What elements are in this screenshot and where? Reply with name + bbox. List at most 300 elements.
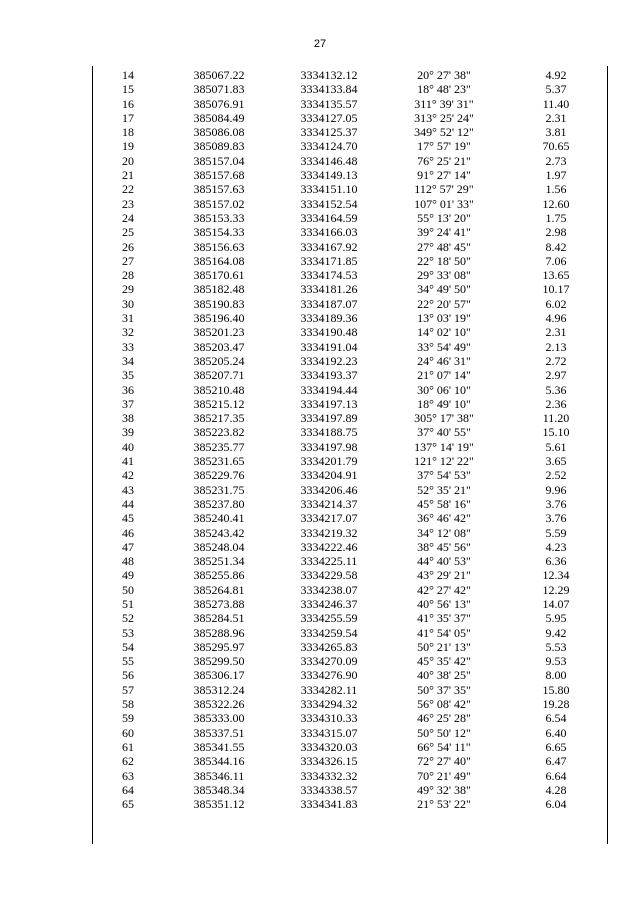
point-number-cell: 33 xyxy=(122,339,134,354)
table-row xyxy=(92,797,608,811)
table-row xyxy=(92,783,608,797)
table-row xyxy=(92,225,608,239)
y-coordinate-cell: 3334294.32 xyxy=(300,697,358,712)
point-number-cell: 46 xyxy=(122,525,134,540)
bearing-cell: 311° 39' 31" xyxy=(414,96,474,111)
point-number-cell: 52 xyxy=(122,611,134,626)
table-row xyxy=(92,397,608,411)
table-row xyxy=(92,111,608,125)
table-row xyxy=(92,683,608,697)
distance-cell: 70.65 xyxy=(542,139,570,154)
distance-cell: 13.65 xyxy=(542,268,570,283)
bearing-cell: 72° 27' 40" xyxy=(417,754,471,769)
distance-cell: 5.95 xyxy=(545,611,567,626)
bearing-cell: 41° 35' 37" xyxy=(417,611,471,626)
table-row xyxy=(92,197,608,211)
y-coordinate-cell: 3334152.54 xyxy=(300,196,358,211)
point-number-cell: 58 xyxy=(122,697,134,712)
y-coordinate-cell: 3334133.84 xyxy=(300,82,358,97)
bearing-cell: 70° 21' 49" xyxy=(417,768,471,783)
bearing-cell: 21° 53' 22" xyxy=(417,797,471,812)
x-coordinate-cell: 385231.65 xyxy=(193,454,245,469)
distance-cell: 2.73 xyxy=(545,153,567,168)
table-row xyxy=(92,97,608,111)
distance-cell: 4.96 xyxy=(545,311,567,326)
bearing-cell: 50° 37' 35" xyxy=(417,682,471,697)
table-row xyxy=(92,182,608,196)
distance-cell: 10.17 xyxy=(542,282,570,297)
x-coordinate-cell: 385255.86 xyxy=(193,568,245,583)
point-number-cell: 25 xyxy=(122,225,134,240)
point-number-cell: 44 xyxy=(122,496,134,511)
y-coordinate-cell: 3334265.83 xyxy=(300,639,358,654)
x-coordinate-cell: 385157.63 xyxy=(193,182,245,197)
distance-cell: 4.28 xyxy=(545,782,567,797)
y-coordinate-cell: 3334127.05 xyxy=(300,110,358,125)
bearing-cell: 18° 49' 10" xyxy=(417,396,471,411)
distance-cell: 5.61 xyxy=(545,439,567,454)
bearing-cell: 305° 17' 38" xyxy=(414,411,474,426)
y-coordinate-cell: 3334149.13 xyxy=(300,168,358,183)
point-number-cell: 61 xyxy=(122,739,134,754)
x-coordinate-cell: 385223.82 xyxy=(193,425,245,440)
bearing-cell: 36° 46' 42" xyxy=(417,511,471,526)
table-row xyxy=(92,82,608,96)
bearing-cell: 52° 35' 21" xyxy=(417,482,471,497)
y-coordinate-cell: 3334255.59 xyxy=(300,611,358,626)
coordinates-table-body xyxy=(92,68,608,811)
x-coordinate-cell: 385156.63 xyxy=(193,239,245,254)
x-coordinate-cell: 385157.02 xyxy=(193,196,245,211)
y-coordinate-cell: 3334193.37 xyxy=(300,368,358,383)
table-row xyxy=(92,769,608,783)
distance-cell: 6.54 xyxy=(545,711,567,726)
point-number-cell: 15 xyxy=(122,82,134,97)
x-coordinate-cell: 385201.23 xyxy=(193,325,245,340)
point-number-cell: 45 xyxy=(122,511,134,526)
point-number-cell: 39 xyxy=(122,425,134,440)
table-row xyxy=(92,254,608,268)
y-coordinate-cell: 3334229.58 xyxy=(300,568,358,583)
y-coordinate-cell: 3334282.11 xyxy=(300,682,358,697)
table-row xyxy=(92,125,608,139)
point-number-cell: 62 xyxy=(122,754,134,769)
point-number-cell: 17 xyxy=(122,110,134,125)
bearing-cell: 56° 08' 42" xyxy=(417,697,471,712)
bearing-cell: 44° 40' 53" xyxy=(417,554,471,569)
y-coordinate-cell: 3334187.07 xyxy=(300,296,358,311)
x-coordinate-cell: 385240.41 xyxy=(193,511,245,526)
distance-cell: 2.13 xyxy=(545,339,567,354)
distance-cell: 3.65 xyxy=(545,454,567,469)
bearing-cell: 34° 49' 50" xyxy=(417,282,471,297)
point-number-cell: 63 xyxy=(122,768,134,783)
x-coordinate-cell: 385229.76 xyxy=(193,468,245,483)
distance-cell: 2.52 xyxy=(545,468,567,483)
distance-cell: 12.34 xyxy=(542,568,570,583)
bearing-cell: 49° 32' 38" xyxy=(417,782,471,797)
x-coordinate-cell: 385284.51 xyxy=(193,611,245,626)
table-row xyxy=(92,411,608,425)
x-coordinate-cell: 385264.81 xyxy=(193,582,245,597)
x-coordinate-cell: 385205.24 xyxy=(193,353,245,368)
x-coordinate-cell: 385157.04 xyxy=(193,153,245,168)
table-row xyxy=(92,68,608,82)
distance-cell: 5.36 xyxy=(545,382,567,397)
page-number: 27 xyxy=(313,38,327,50)
table-row xyxy=(92,554,608,568)
table-row xyxy=(92,340,608,354)
distance-cell: 15.80 xyxy=(542,682,570,697)
y-coordinate-cell: 3334332.32 xyxy=(300,768,358,783)
y-coordinate-cell: 3334166.03 xyxy=(300,225,358,240)
x-coordinate-cell: 385333.00 xyxy=(193,711,245,726)
y-coordinate-cell: 3334225.11 xyxy=(300,554,358,569)
distance-cell: 12.29 xyxy=(542,582,570,597)
bearing-cell: 40° 56' 13" xyxy=(417,596,471,611)
point-number-cell: 48 xyxy=(122,554,134,569)
point-number-cell: 53 xyxy=(122,625,134,640)
point-number-cell: 55 xyxy=(122,654,134,669)
x-coordinate-cell: 385215.12 xyxy=(193,396,245,411)
distance-cell: 8.42 xyxy=(545,239,567,254)
point-number-cell: 51 xyxy=(122,596,134,611)
table-row xyxy=(92,611,608,625)
distance-cell: 2.97 xyxy=(545,368,567,383)
x-coordinate-cell: 385190.83 xyxy=(193,296,245,311)
distance-cell: 6.02 xyxy=(545,296,567,311)
y-coordinate-cell: 3334259.54 xyxy=(300,625,358,640)
point-number-cell: 35 xyxy=(122,368,134,383)
y-coordinate-cell: 3334146.48 xyxy=(300,153,358,168)
table-row xyxy=(92,268,608,282)
bearing-cell: 50° 21' 13" xyxy=(417,639,471,654)
bearing-cell: 112° 57' 29" xyxy=(414,182,474,197)
bearing-cell: 42° 27' 42" xyxy=(417,582,471,597)
distance-cell: 11.40 xyxy=(542,96,570,111)
distance-cell: 6.47 xyxy=(545,754,567,769)
x-coordinate-cell: 385154.33 xyxy=(193,225,245,240)
y-coordinate-cell: 3334201.79 xyxy=(300,454,358,469)
point-number-cell: 65 xyxy=(122,797,134,812)
table-row xyxy=(92,583,608,597)
point-number-cell: 34 xyxy=(122,353,134,368)
y-coordinate-cell: 3334222.46 xyxy=(300,539,358,554)
bearing-cell: 13° 03' 19" xyxy=(417,311,471,326)
point-number-cell: 41 xyxy=(122,454,134,469)
table-row xyxy=(92,383,608,397)
table-row xyxy=(92,325,608,339)
table-row xyxy=(92,297,608,311)
point-number-cell: 20 xyxy=(122,153,134,168)
y-coordinate-cell: 3334238.07 xyxy=(300,582,358,597)
point-number-cell: 30 xyxy=(122,296,134,311)
table-row xyxy=(92,240,608,254)
distance-cell: 19.28 xyxy=(542,697,570,712)
x-coordinate-cell: 385322.26 xyxy=(193,697,245,712)
bearing-cell: 33° 54' 49" xyxy=(417,339,471,354)
bearing-cell: 349° 52' 12" xyxy=(414,125,474,140)
table-row xyxy=(92,368,608,382)
bearing-cell: 20° 27' 38" xyxy=(417,68,471,82)
bearing-cell: 39° 24' 41" xyxy=(417,225,471,240)
point-number-cell: 28 xyxy=(122,268,134,283)
x-coordinate-cell: 385170.61 xyxy=(193,268,245,283)
distance-cell: 4.23 xyxy=(545,539,567,554)
y-coordinate-cell: 3334174.53 xyxy=(300,268,358,283)
point-number-cell: 22 xyxy=(122,182,134,197)
table-row xyxy=(92,483,608,497)
bearing-cell: 121° 12' 22" xyxy=(414,454,474,469)
point-number-cell: 43 xyxy=(122,482,134,497)
point-number-cell: 38 xyxy=(122,411,134,426)
point-number-cell: 49 xyxy=(122,568,134,583)
x-coordinate-cell: 385076.91 xyxy=(193,96,245,111)
x-coordinate-cell: 385273.88 xyxy=(193,596,245,611)
x-coordinate-cell: 385196.40 xyxy=(193,311,245,326)
y-coordinate-cell: 3334214.37 xyxy=(300,496,358,511)
point-number-cell: 21 xyxy=(122,168,134,183)
point-number-cell: 14 xyxy=(122,68,134,82)
distance-cell: 2.36 xyxy=(545,396,567,411)
x-coordinate-cell: 385346.11 xyxy=(193,768,245,783)
y-coordinate-cell: 3334206.46 xyxy=(300,482,358,497)
bearing-cell: 43° 29' 21" xyxy=(417,568,471,583)
distance-cell: 3.81 xyxy=(545,125,567,140)
x-coordinate-cell: 385251.34 xyxy=(193,554,245,569)
table-row xyxy=(92,597,608,611)
point-number-cell: 26 xyxy=(122,239,134,254)
x-coordinate-cell: 385351.12 xyxy=(193,797,245,812)
distance-cell: 5.53 xyxy=(545,639,567,654)
point-number-cell: 40 xyxy=(122,439,134,454)
y-coordinate-cell: 3334320.03 xyxy=(300,739,358,754)
table-row xyxy=(92,139,608,153)
distance-cell: 9.42 xyxy=(545,625,567,640)
x-coordinate-cell: 385071.83 xyxy=(193,82,245,97)
y-coordinate-cell: 3334135.57 xyxy=(300,96,358,111)
distance-cell: 14.07 xyxy=(542,596,570,611)
point-number-cell: 27 xyxy=(122,253,134,268)
distance-cell: 6.40 xyxy=(545,725,567,740)
y-coordinate-cell: 3334191.04 xyxy=(300,339,358,354)
point-number-cell: 56 xyxy=(122,668,134,683)
y-coordinate-cell: 3334338.57 xyxy=(300,782,358,797)
x-coordinate-cell: 385341.55 xyxy=(193,739,245,754)
x-coordinate-cell: 385306.17 xyxy=(193,668,245,683)
bearing-cell: 34° 12' 08" xyxy=(417,525,471,540)
x-coordinate-cell: 385157.68 xyxy=(193,168,245,183)
table-row xyxy=(92,726,608,740)
table-row xyxy=(92,668,608,682)
y-coordinate-cell: 3334188.75 xyxy=(300,425,358,440)
bearing-cell: 45° 35' 42" xyxy=(417,654,471,669)
point-number-cell: 54 xyxy=(122,639,134,654)
table-row xyxy=(92,511,608,525)
table-row xyxy=(92,282,608,296)
x-coordinate-cell: 385235.77 xyxy=(193,439,245,454)
point-number-cell: 50 xyxy=(122,582,134,597)
bearing-cell: 29° 33' 08" xyxy=(417,268,471,283)
distance-cell: 1.56 xyxy=(545,182,567,197)
distance-cell: 9.96 xyxy=(545,482,567,497)
distance-cell: 1.97 xyxy=(545,168,567,183)
x-coordinate-cell: 385153.33 xyxy=(193,210,245,225)
distance-cell: 4.92 xyxy=(545,68,567,82)
x-coordinate-cell: 385089.83 xyxy=(193,139,245,154)
bearing-cell: 40° 38' 25" xyxy=(417,668,471,683)
table-row xyxy=(92,497,608,511)
y-coordinate-cell: 3334124.70 xyxy=(300,139,358,154)
bearing-cell: 45° 58' 16" xyxy=(417,496,471,511)
y-coordinate-cell: 3334310.33 xyxy=(300,711,358,726)
table-row xyxy=(92,754,608,768)
table-row xyxy=(92,640,608,654)
bearing-cell: 46° 25' 28" xyxy=(417,711,471,726)
x-coordinate-cell: 385164.08 xyxy=(193,253,245,268)
point-number-cell: 31 xyxy=(122,311,134,326)
x-coordinate-cell: 385086.08 xyxy=(193,125,245,140)
bearing-cell: 107° 01' 33" xyxy=(414,196,474,211)
table-row xyxy=(92,740,608,754)
y-coordinate-cell: 3334189.36 xyxy=(300,311,358,326)
distance-cell: 6.36 xyxy=(545,554,567,569)
y-coordinate-cell: 3334276.90 xyxy=(300,668,358,683)
bearing-cell: 27° 48' 45" xyxy=(417,239,471,254)
x-coordinate-cell: 385067.22 xyxy=(193,68,245,82)
point-number-cell: 37 xyxy=(122,396,134,411)
y-coordinate-cell: 3334151.10 xyxy=(300,182,358,197)
y-coordinate-cell: 3334181.26 xyxy=(300,282,358,297)
table-row xyxy=(92,354,608,368)
y-coordinate-cell: 3334341.83 xyxy=(300,797,358,812)
y-coordinate-cell: 3334167.92 xyxy=(300,239,358,254)
x-coordinate-cell: 385288.96 xyxy=(193,625,245,640)
y-coordinate-cell: 3334132.12 xyxy=(300,68,358,82)
table-row xyxy=(92,168,608,182)
table-row xyxy=(92,711,608,725)
distance-cell: 3.76 xyxy=(545,496,567,511)
y-coordinate-cell: 3334315.07 xyxy=(300,725,358,740)
y-coordinate-cell: 3334192.23 xyxy=(300,353,358,368)
bearing-cell: 313° 25' 24" xyxy=(414,110,474,125)
point-number-cell: 59 xyxy=(122,711,134,726)
bearing-cell: 37° 54' 53" xyxy=(417,468,471,483)
x-coordinate-cell: 385243.42 xyxy=(193,525,245,540)
point-number-cell: 60 xyxy=(122,725,134,740)
y-coordinate-cell: 3334219.32 xyxy=(300,525,358,540)
point-number-cell: 36 xyxy=(122,382,134,397)
table-row xyxy=(92,211,608,225)
table-row xyxy=(92,311,608,325)
table-row xyxy=(92,454,608,468)
distance-cell: 11.20 xyxy=(542,411,570,426)
distance-cell: 5.59 xyxy=(545,525,567,540)
table-row xyxy=(92,425,608,439)
distance-cell: 7.06 xyxy=(545,253,567,268)
x-coordinate-cell: 385337.51 xyxy=(193,725,245,740)
distance-cell: 2.98 xyxy=(545,225,567,240)
bearing-cell: 17° 57' 19" xyxy=(417,139,471,154)
distance-cell: 2.31 xyxy=(545,325,567,340)
x-coordinate-cell: 385210.48 xyxy=(193,382,245,397)
bearing-cell: 30° 06' 10" xyxy=(417,382,471,397)
x-coordinate-cell: 385084.49 xyxy=(193,110,245,125)
y-coordinate-cell: 3334197.89 xyxy=(300,411,358,426)
distance-cell: 2.72 xyxy=(545,353,567,368)
bearing-cell: 38° 45' 56" xyxy=(417,539,471,554)
x-coordinate-cell: 385207.71 xyxy=(193,368,245,383)
x-coordinate-cell: 385295.97 xyxy=(193,639,245,654)
x-coordinate-cell: 385248.04 xyxy=(193,539,245,554)
table-row xyxy=(92,526,608,540)
x-coordinate-cell: 385203.47 xyxy=(193,339,245,354)
table-row xyxy=(92,154,608,168)
distance-cell: 9.53 xyxy=(545,654,567,669)
x-coordinate-cell: 385312.24 xyxy=(193,682,245,697)
table-row xyxy=(92,654,608,668)
table-row xyxy=(92,468,608,482)
bearing-cell: 91° 27' 14" xyxy=(417,168,471,183)
point-number-cell: 18 xyxy=(122,125,134,140)
y-coordinate-cell: 3334125.37 xyxy=(300,125,358,140)
x-coordinate-cell: 385217.35 xyxy=(193,411,245,426)
distance-cell: 1.75 xyxy=(545,210,567,225)
distance-cell: 6.64 xyxy=(545,768,567,783)
y-coordinate-cell: 3334270.09 xyxy=(300,654,358,669)
x-coordinate-cell: 385231.75 xyxy=(193,482,245,497)
x-coordinate-cell: 385237.80 xyxy=(193,496,245,511)
x-coordinate-cell: 385299.50 xyxy=(193,654,245,669)
point-number-cell: 24 xyxy=(122,210,134,225)
bearing-cell: 41° 54' 05" xyxy=(417,625,471,640)
distance-cell: 15.10 xyxy=(542,425,570,440)
y-coordinate-cell: 3334197.13 xyxy=(300,396,358,411)
bearing-cell: 22° 18' 50" xyxy=(417,253,471,268)
distance-cell: 12.60 xyxy=(542,196,570,211)
table-row xyxy=(92,568,608,582)
table-row xyxy=(92,697,608,711)
point-number-cell: 16 xyxy=(122,96,134,111)
bearing-cell: 55° 13' 20" xyxy=(417,210,471,225)
table-row xyxy=(92,626,608,640)
distance-cell: 2.31 xyxy=(545,110,567,125)
x-coordinate-cell: 385348.34 xyxy=(193,782,245,797)
bearing-cell: 21° 07' 14" xyxy=(417,368,471,383)
y-coordinate-cell: 3334197.98 xyxy=(300,439,358,454)
point-number-cell: 64 xyxy=(122,782,134,797)
x-coordinate-cell: 385344.16 xyxy=(193,754,245,769)
bearing-cell: 37° 40' 55" xyxy=(417,425,471,440)
x-coordinate-cell: 385182.48 xyxy=(193,282,245,297)
bearing-cell: 76° 25' 21" xyxy=(417,153,471,168)
y-coordinate-cell: 3334194.44 xyxy=(300,382,358,397)
bearing-cell: 18° 48' 23" xyxy=(417,82,471,97)
bearing-cell: 66° 54' 11" xyxy=(417,739,471,754)
y-coordinate-cell: 3334246.37 xyxy=(300,596,358,611)
bearing-cell: 50° 50' 12" xyxy=(417,725,471,740)
point-number-cell: 42 xyxy=(122,468,134,483)
point-number-cell: 57 xyxy=(122,682,134,697)
table-row xyxy=(92,540,608,554)
y-coordinate-cell: 3334171.85 xyxy=(300,253,358,268)
distance-cell: 6.65 xyxy=(545,739,567,754)
bearing-cell: 14° 02' 10" xyxy=(417,325,471,340)
table-row xyxy=(92,440,608,454)
coordinates-table xyxy=(92,68,608,811)
y-coordinate-cell: 3334326.15 xyxy=(300,754,358,769)
point-number-cell: 32 xyxy=(122,325,134,340)
